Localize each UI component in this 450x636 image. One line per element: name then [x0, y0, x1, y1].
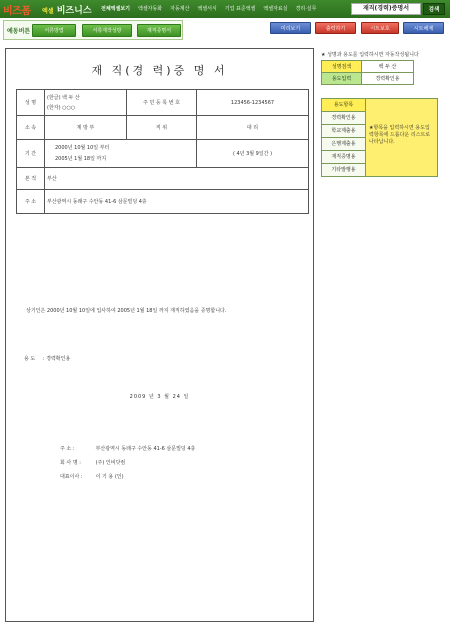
hometown-label: 본 적 [17, 168, 45, 190]
how-to-button[interactable]: 서류방법 [32, 24, 76, 37]
name-korean: (한글) 백 두 산 [47, 94, 80, 101]
name-search-label: 성명검색 [322, 61, 362, 73]
purpose-options-list [322, 99, 366, 177]
address-label: 주 소 [17, 190, 45, 214]
purpose-help-text: ★항목을 입력하시면 용도입력항목에 드롭다운 리스트로 나타납니다. [366, 99, 437, 176]
name-hanja: (한자) ○○○ [47, 104, 76, 111]
autofill-note: ★ 성명과 용도를 입력하시면 자동작성됩니다 [321, 52, 419, 58]
name-search-input[interactable]: 백 두 산 [362, 61, 414, 73]
purpose-label: 용 도 [24, 356, 36, 362]
ceo-label: 대표이사 : [60, 474, 83, 480]
purpose-line [24, 355, 70, 362]
nav-item-all-excel[interactable]: 전체엑셀보기 [101, 6, 130, 12]
purpose-options-box [321, 98, 438, 177]
sub-toolbar [3, 20, 183, 40]
period-total: ( 4년 3월 9일간 ) [197, 140, 309, 168]
address-value[interactable]: 부산광역시 동래구 수안동 41-6 삼문빌딩 4층 [45, 190, 309, 214]
dept-value[interactable]: 계 방 부 [45, 116, 127, 140]
hometown-value[interactable]: 부산 [45, 168, 309, 190]
name-cell[interactable] [45, 90, 127, 116]
brand-logo[interactable]: 비즈폼 [3, 6, 31, 17]
unprotect-sheet-button[interactable]: 시트해제 [403, 22, 444, 34]
rewrite-button[interactable]: 서류재작성방 [82, 24, 132, 37]
nav-item-library[interactable]: 엑셀자료실 [263, 6, 288, 12]
main-nav [97, 5, 320, 12]
purpose-option[interactable]: 은행제출용 [322, 138, 366, 151]
company-name-value: (주) 인비닷컴 [95, 460, 126, 466]
company-address-row [60, 445, 195, 452]
period-from: 2000년 10월 10일 부터 [55, 144, 110, 151]
issue-date: 2009 년 3 월 24 일 [129, 394, 190, 400]
purpose-options-header: 용도항목 [322, 99, 366, 112]
ceo-row [60, 473, 124, 480]
certificate-document [5, 48, 314, 622]
nav-item-accounting[interactable]: 경리·실무 [295, 6, 317, 12]
nav-item-excel-forms[interactable]: 엑셀서식 [197, 6, 217, 12]
position-label: 직 위 [127, 116, 197, 140]
preview-button[interactable]: 미리보기 [270, 22, 311, 34]
dept-label: 소 속 [17, 116, 45, 140]
document-title-field[interactable]: 재직(경력)증명서 [351, 3, 421, 15]
company-address-value: 부산광역시 동래구 수안동 41-6 삼문빌딩 4층 [95, 446, 196, 452]
purpose-select[interactable]: 경력확인용 [362, 73, 414, 85]
purpose-input-label: 용도입력 [322, 73, 362, 85]
purpose-option[interactable]: 기타발행용 [322, 164, 366, 177]
brand-logo-sub[interactable]: 엑셀 비즈니스 [42, 6, 92, 16]
certification-statement: 상기인은 2000년 10월 10일에 입사하여 2005년 1월 18일 까지 재직하였음을 증명합니다. [26, 308, 227, 314]
employee-info-table [16, 89, 309, 214]
resident-number-label: 주 민 등 록 번 호 [127, 90, 197, 116]
position-value[interactable]: 대 리 [197, 116, 309, 140]
top-bar [0, 0, 450, 18]
protect-sheet-button[interactable]: 시트보호 [361, 22, 399, 34]
purpose-option[interactable]: 재직증명용 [322, 151, 366, 164]
purpose-value: : 경력확인용 [42, 356, 71, 362]
nav-item-auto-calc[interactable]: 자동계산 [170, 6, 190, 12]
period-label: 기 간 [17, 140, 45, 168]
company-name-label: 회 사 명 : [60, 460, 81, 466]
print-button[interactable]: 출력하기 [315, 22, 356, 34]
name-label: 성 명 [17, 90, 45, 116]
period-cell[interactable] [45, 140, 197, 168]
resident-number-value[interactable]: 123456-1234567 [197, 90, 309, 116]
certificate-button[interactable]: 재직증명서 [137, 24, 181, 37]
purpose-option[interactable]: 학교제출용 [322, 125, 366, 138]
sub-toolbar-label: 예동버튼 [7, 28, 31, 35]
input-table [321, 60, 414, 85]
purpose-option[interactable]: 경력확인용 [322, 112, 366, 125]
company-name-row [60, 459, 125, 466]
nav-item-standard[interactable]: 기업 표준엑셀 [224, 6, 256, 12]
period-to: 2005년 1월 18일 까지 [55, 155, 107, 162]
document-heading: 재 직(경 력)증 명 서 [91, 64, 228, 77]
ceo-value: 이 기 용 (인) [95, 474, 124, 480]
nav-item-automation[interactable]: 엑셀자동화 [137, 6, 163, 12]
company-address-label: 주 소 : [60, 446, 75, 452]
search-button[interactable]: 검색 [423, 3, 445, 15]
